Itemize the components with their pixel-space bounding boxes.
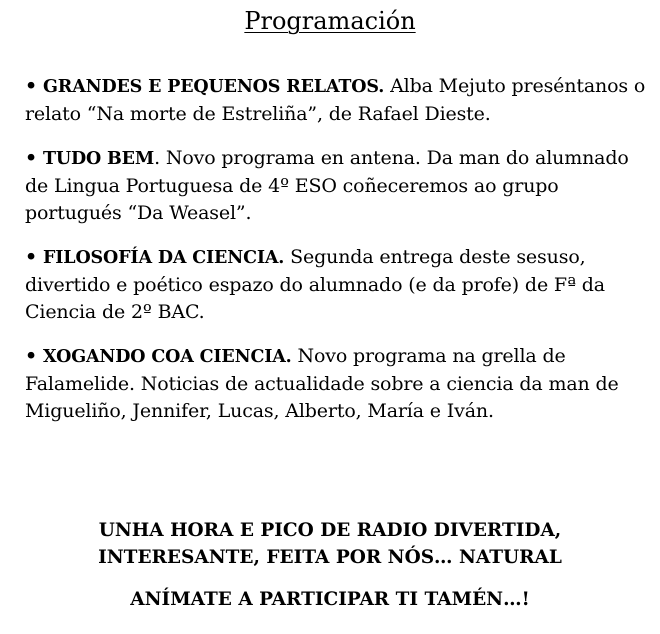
program-item-description: . Novo programa en antena. Da man do alumnado de Lingua Portuguesa de 4º ESO coñeceremos ao grupo portugués “Da Weasel”.: [25, 147, 629, 224]
closing-slogan: [0, 517, 660, 571]
call-to-action: ANÍMATE A PARTICIPAR TI TAMÉN…!: [130, 589, 530, 610]
program-item: [25, 145, 657, 227]
program-list: [25, 73, 657, 425]
program-item-description: Alba Mejuto preséntanos o relato “Na morte de Estreliña”, de Rafael Dieste.: [25, 75, 646, 125]
program-item: [25, 343, 657, 425]
page-title: Programación: [244, 7, 416, 35]
program-item: [25, 244, 657, 326]
bullet-icon: •: [25, 75, 37, 97]
program-item-description: Novo programa na grella de Falamelide. Noticias de actualidade sobre a ciencia da man de Migueliño, Jennifer, Lucas, Alberto, María e Iván.: [25, 345, 619, 422]
bullet-icon: •: [25, 147, 37, 169]
bullet-icon: •: [25, 246, 37, 268]
program-item-description: Segunda entrega deste sesuso, divertido e poético espazo do alumnado (e da profe) de Fª da Ciencia de 2º BAC.: [25, 246, 605, 323]
program-item-title: TUDO BEM: [43, 149, 155, 169]
program-item: [25, 73, 657, 128]
closing-slogan-line: UNHA HORA E PICO DE RADIO DIVERTIDA,: [98, 520, 562, 541]
program-item-title: FILOSOFÍA DA CIENCIA.: [43, 248, 285, 268]
program-item-title: XOGANDO COA CIENCIA.: [43, 347, 292, 367]
program-item-title: GRANDES E PEQUENOS RELATOS.: [43, 77, 385, 97]
closing-slogan-line: INTERESANTE, FEITA POR NÓS… NATURAL: [98, 547, 562, 568]
bullet-icon: •: [25, 345, 37, 367]
